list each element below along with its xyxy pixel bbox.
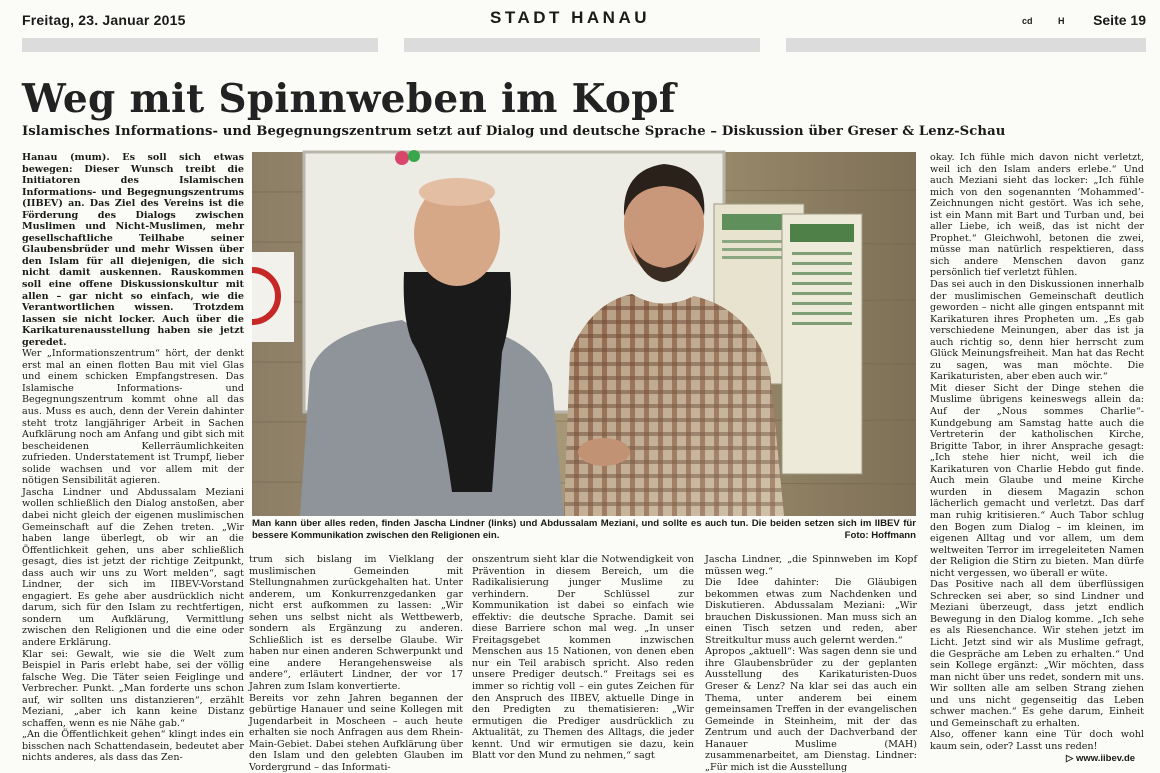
paragraph: Jascha Lindner und Abdussalam Meziani wollen schließlich den Dialog anstoßen, aber dabei nicht gleich der eigenen muslimischen Gemeinschaft auf die Zehen treten. „Wir haben lange überlegt, ob wir an die Öffentlichkeit gehen, uns aber schließlich gesagt, dies ist jetzt der richtige Zeitpunkt, dass auch wir uns zu Wort melden“, sagt Lindner, der sich im IIBEV-Vorstand engagiert. Es gehe aber ausdrücklich nicht darum, sich für den Islam zu rechtfertigen, sondern um Aufklärung, Vermittlung zwischen den Religionen und die eine oder andere Erklärung. xyxy=(22,486,244,648)
paragraph: Die Idee dahinter: Die Gläubigen bekommen etwas zum Nachdenken und Diskutieren. Abdussalam Meziani: „Wir brauchen Diskussionen. Man muss sich an einen Tisch setzen und reden, aber Streitkultur muss auch gelernt werden.“ xyxy=(705,577,917,646)
paragraph: Also, offener kann eine Tür doch wohl kaum sein, oder? Lasst uns reden! xyxy=(930,729,1144,752)
edition-code: cd xyxy=(1022,16,1033,26)
article-column-5 xyxy=(930,152,1144,752)
website-link[interactable]: ▷ www.iibev.de xyxy=(1066,753,1136,764)
article-column-4 xyxy=(705,554,917,773)
paragraph: Das sei auch in den Diskussionen innerhalb der muslimischen Gemeinschaft deutlich geworden – nicht alle gingen entspannt mit Karikaturen ihres Propheten um. „Es gab verschiedene Meinungen, aber das ist ja auch richtig so, denn hier herrscht zum Glück Meinungsfreiheit. Man hat das Recht zu sagen, was man möchte. Die Karikaturisten, aber eben auch wir.“ xyxy=(930,279,1144,383)
paragraph: Klar sei: Gewalt, wie sie die Welt zum Beispiel in Paris erlebt habe, sei der völlig falsche Weg. Die Täter seien Feiglinge und Verbrecher. Punkt. „Man forderte uns schon auf, wir sollten uns distanzieren“, erzählt Meziani, „aber ich kann keine Distanz schaffen, wenn es nie Nähe gab.“ xyxy=(22,648,244,729)
article-headline: Weg mit Spinnweben im Kopf xyxy=(22,76,676,122)
paragraph: Mit dieser Sicht der Dinge stehen die Muslime übrigens keineswegs allein da: Auf der „Nous sommes Charlie“-Kundgebung am Samstag hatte auch die Vertreterin der katholischen Kirche, Brigitte Tabor, in ihrer Ansprache gesagt: „Ich stehe hier nicht, weil ich die Karikaturen von Charlie Hebdo gut finde. Auch mein Glaube und meine Kirche wurden in diesem Magazin schon lächerlich gemacht und verletzt. Das darf man ruhig kritisieren.“ Auch Tabor schlug den Bogen zum Dialog – im kleinen, im eigenen Alltag und vor allem, um dem weltweiten Terror im irregeleiteten Namen der Religion die Stirn zu bieten. Man dürfe nicht vergessen, wo überall er wüte. xyxy=(930,382,1144,579)
paragraph: Bereits vor zehn Jahren begannen der gebürtige Hanauer und seine Kollegen mit Jugendarbeit in Moscheen – auch heute erhalten sie noch Anfragen aus dem Rhein-Main-Gebiet. Dabei stehen Aufklärung über den Islam und den gelebten Glauben im Vordergrund – das Informati- xyxy=(249,692,463,773)
edition-code-h: H xyxy=(1058,16,1065,26)
section-title: STADT HANAU xyxy=(490,8,651,27)
paragraph: trum sich bislang im Vielklang der muslimischen Gemeinden mit Stellungnahmen zurückgehalten hat. Unter anderem, um Konkurrenzgedanken gar nicht erst aufkommen zu lassen: „Wir sehen uns selbst nicht als Wettbewerb, sondern als Ergänzung zu anderen. Schließlich ist es derselbe Glaube. Wir haben nur einen anderen Schwerpunkt und eine andere Herangehensweise als andere“, erläutert Lindner, der vor 17 Jahren zum Islam konvertierte. xyxy=(249,554,463,693)
paragraph: Apropos „aktuell“: Was sagen denn sie und ihre Glaubensbrüder zu der geplanten Ausstellung des Karikaturisten-Duos Greser & Lenz? Na klar sei das auch ein Thema, unter anderem bei einem gemeinsamen Treffen in der evangelischen Gemeinde in Steinheim, mit der das Zentrum und auch der Dachverband der Hanauer Muslime (MAH) zusammenarbeitet, am Dienstag. Lindner: „Für mich ist die Ausstellung xyxy=(705,646,917,773)
paragraph: okay. Ich fühle mich davon nicht verletzt, weil ich den Islam anders erlebe.“ Und auch Meziani sieht das locker: „Ich fühle mich von den sogenannten ‘Mohammed’-Zeichnungen nicht gestört. Was ich sehe, ist ein Mann mit Bart und Turban und, bei aller Liebe, ich weiß, das ist nicht der Prophet.“ Gleichwohl, betonen die zwei, müsse man natürlich respektieren, dass sich andere Menschen davon ganz persönlich tief verletzt fühlen. xyxy=(930,152,1144,279)
page-number: Seite 19 xyxy=(1093,12,1146,28)
article-column-3 xyxy=(472,554,694,764)
page-header xyxy=(22,8,1146,38)
article-column-2 xyxy=(249,554,463,773)
paragraph: „An die Öffentlichkeit gehen“ klingt indes ein bisschen nach Schattendasein, bedeutet aber nichts anderes, als dass das Zen- xyxy=(22,729,244,764)
paragraph: onszentrum sieht klar die Notwendigkeit von Prävention in diesem Bereich, um die Radikalisierung junger Muslime zu verhindern. Der Schlüssel zur Kommunikation ist dabei so einfach wie effektiv: die deutsche Sprache. Damit sei diese Barriere schon mal weg. „In unser Freitagsgebet kommen inzwischen Menschen aus 15 Nationen, von denen eben nur ein Teil arabisch spricht. Also reden unsere Prediger deutsch.“ Freitags sei es immer so richtig voll – ein gutes Zeichen für den Anspruch des IIBEV, aktuelle Dinge in den Predigten zu thematisieren: „Wir ermutigen die Prediger ausdrücklich zu Aktualität, zu Themen des Alltags, die jeder kennt. Und wir ermutigen sie dazu, kein Blatt vor den Mund zu nehmen,“ sagt xyxy=(472,554,694,762)
header-rule-right xyxy=(786,38,1146,52)
caption-text: Man kann über alles reden, finden Jascha Lindner (links) und Abdussalam Meziani, und sollte es auch tun. Die beiden setzen sich im IIBEV für bessere Kommunikation zwischen den Religionen ein. xyxy=(252,518,916,541)
paragraph: Jascha Lindner, „die Spinnweben im Kopf müssen weg.“ xyxy=(705,554,917,577)
photo-credit: Foto: Hoffmann xyxy=(844,529,916,541)
article-photo xyxy=(252,152,916,516)
article-subheadline: Islamisches Informations- und Begegnungszentrum setzt auf Dialog und deutsche Sprache – Diskussion über Greser & Lenz-Schau xyxy=(22,124,1006,139)
article-lead: Hanau (mum). Es soll sich etwas bewegen: Dieser Wunsch treibt die Initiatoren des Islamischen Informations- und Begegnungszentrums (IIBEV) an. Das Ziel des Vereins ist die Förderung des Dialogs zwischen Muslimen und Nicht-Muslimen, mehr gesellschaftliche Teilhabe seiner Glaubensbrüder und mehr Wissen über den Islam für all diejenigen, die sich nicht damit auskennen. Rauskommen soll eine offene Diskussionskultur mit allen – gar nicht so einfach, wie die Verantwortlichen wissen. Trotzdem lassen sie nicht locker. Auch über die Karikaturenausstellung haben sie jetzt geredet. xyxy=(22,152,244,348)
article-column-1 xyxy=(22,152,244,764)
header-rule-middle xyxy=(404,38,760,52)
photo-caption xyxy=(252,518,916,541)
paragraph: Wer „Informationszentrum“ hört, der denkt erst mal an einen flotten Bau mit viel Glas und einem schicken Empfangstresen. Das Islamische Informations- und Begegnungszentrum kommt ohne all das aus. Muss es auch, denn der Verein dahinter steht trotz langjähriger Arbeit in Sachen Aufklärung noch am Anfang und gibt sich mit bescheidenen Kellerräumlichkeiten zufrieden. Understatement ist Trumpf, lieber solide wachsen und vor allem mit der nötigen Sensibilität agieren. xyxy=(22,348,244,487)
header-rule-left xyxy=(22,38,378,52)
paragraph: Das Positive nach all dem überflüssigen Schrecken sei aber, so sind Lindner und Meziani überzeugt, dass jetzt endlich Bewegung in den Dialog komme. „Ich sehe es als Riesenchance. Wir stehen jetzt im Licht. Jetzt sind wir als Muslime gefragt, die Gespräche am Leben zu erhalten.“ Und sein Kollege ergänzt: „Wir möchten, dass man nicht über uns redet, sondern mit uns. Wir sollten alle am selben Strang ziehen und uns nicht gegenseitig das Leben schwer machen.“ Es gehe darum, Einheit und Gemeinschaft zu erhalten. xyxy=(930,579,1144,729)
issue-date: Freitag, 23. Januar 2015 xyxy=(22,12,186,28)
